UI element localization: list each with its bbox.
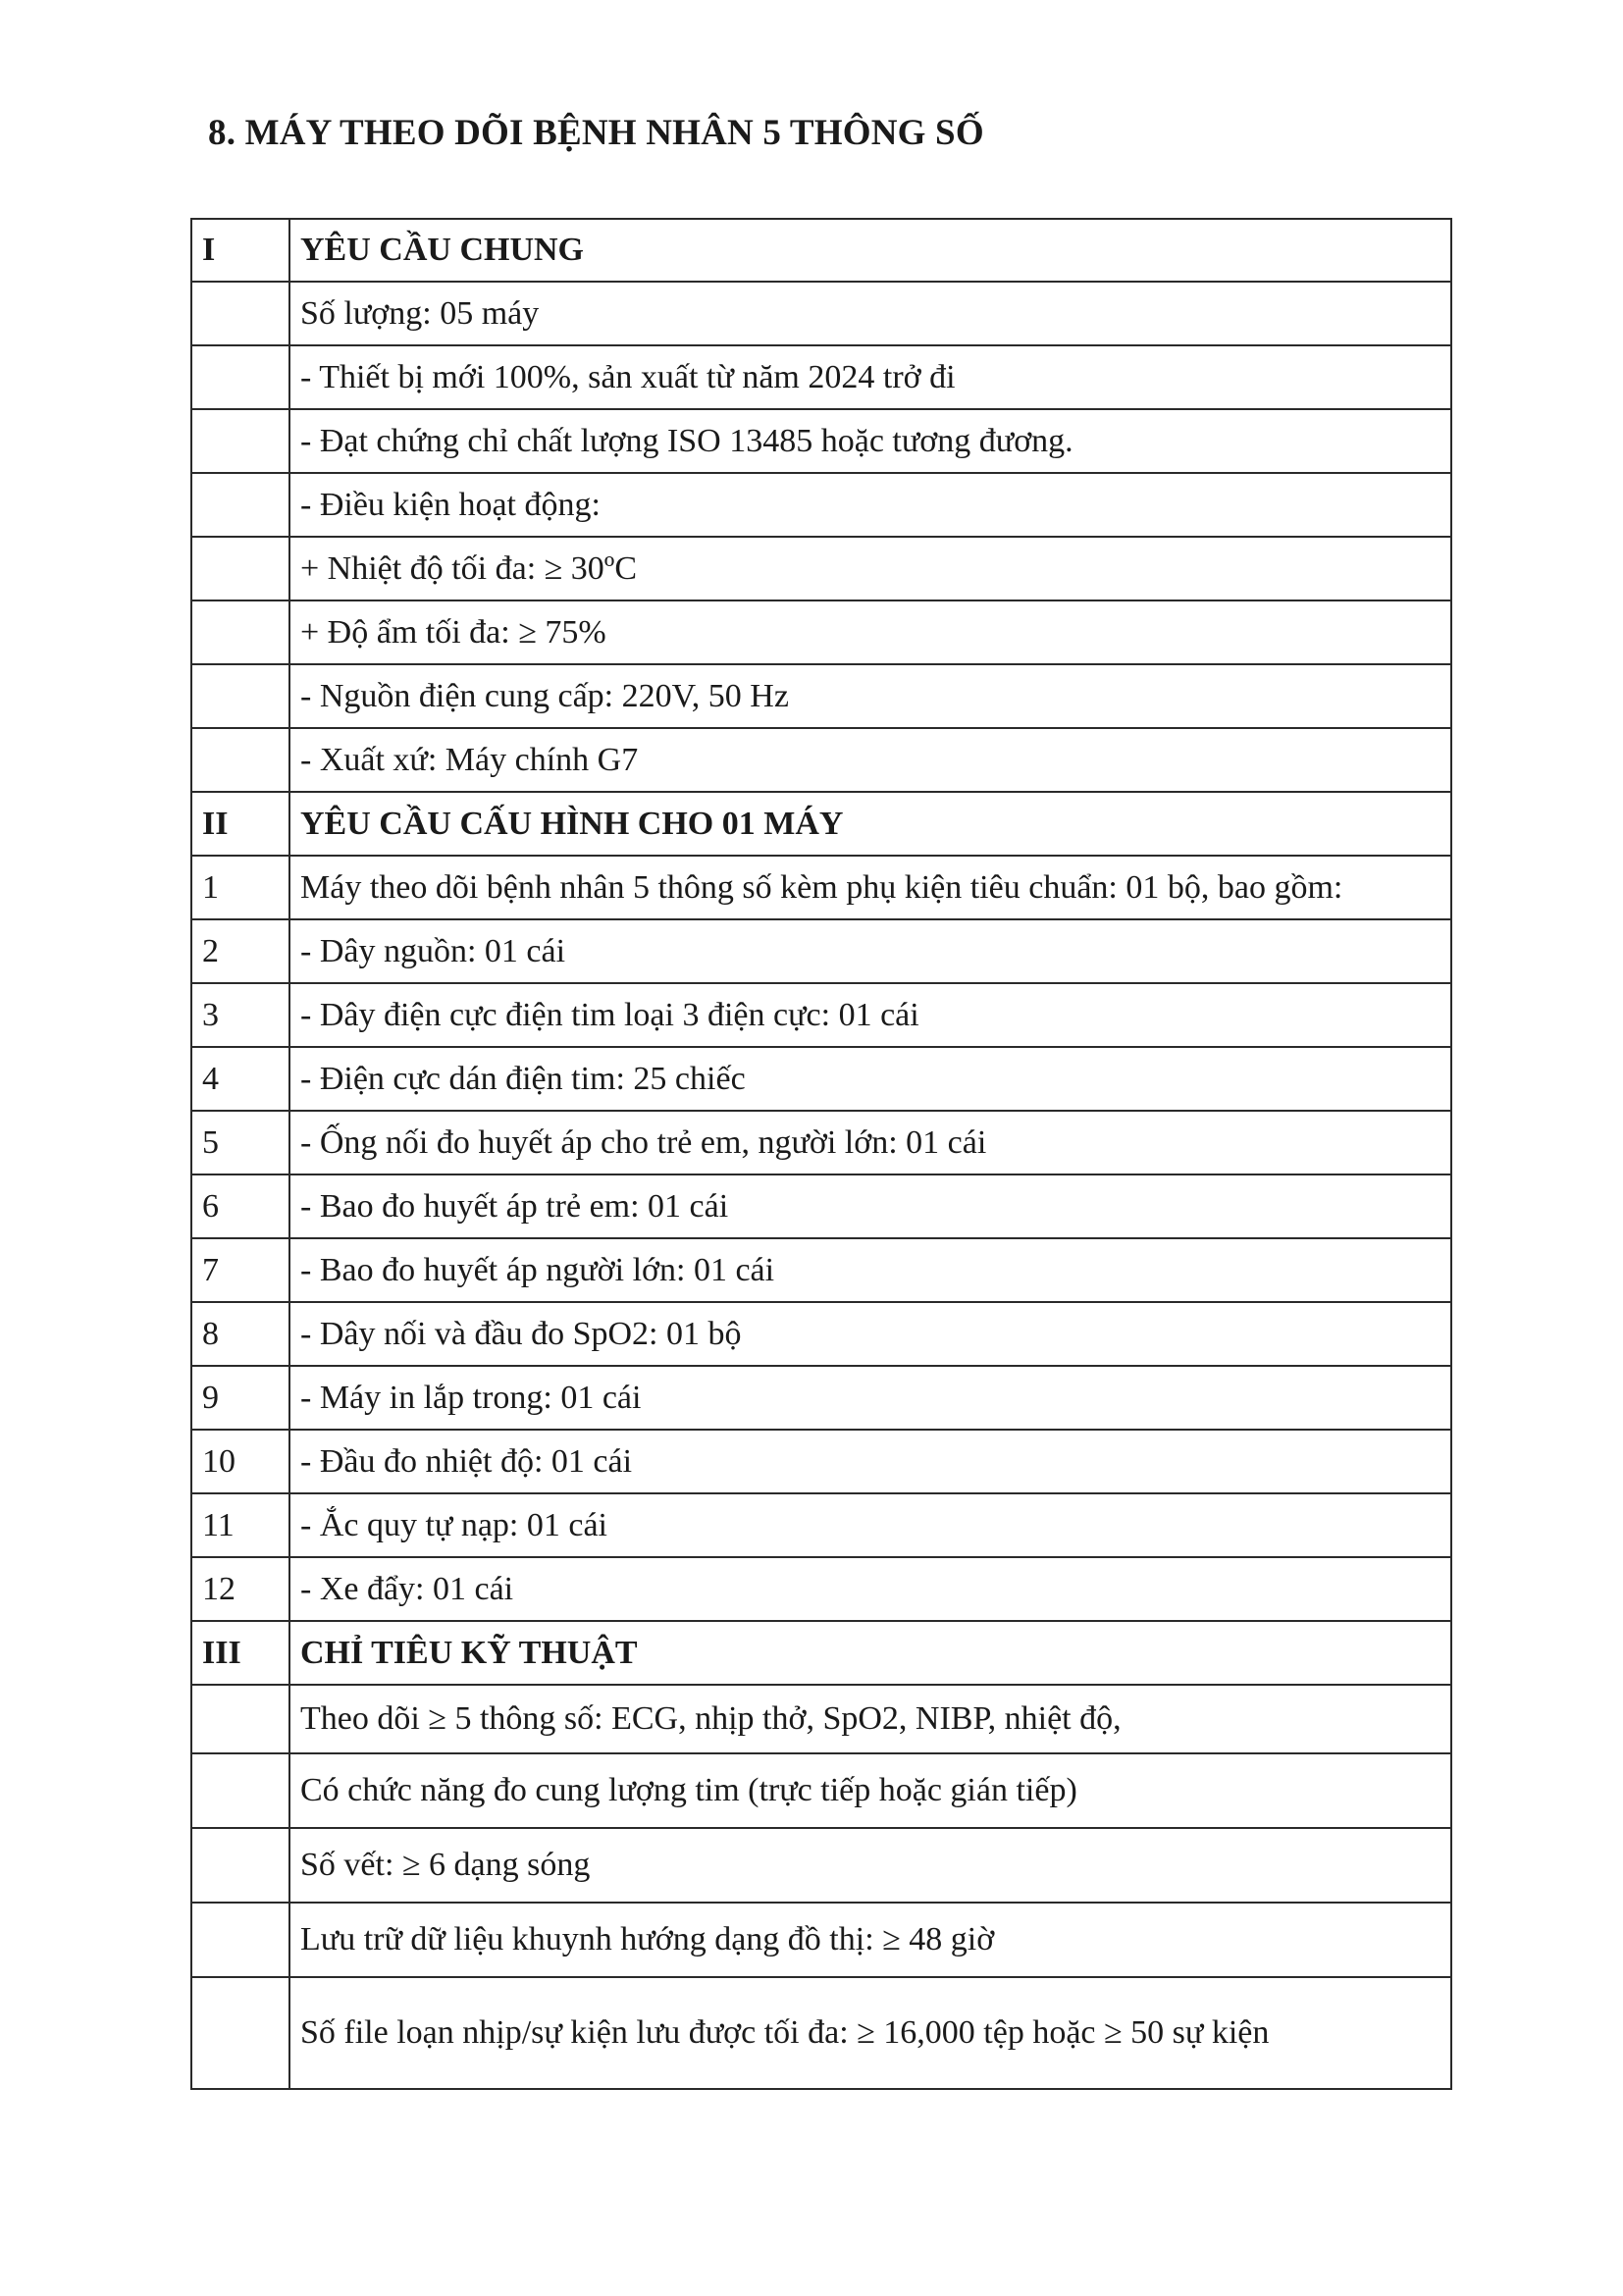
row-number <box>191 1828 289 1903</box>
table-row <box>191 1174 1451 1238</box>
table-row <box>191 1977 1451 2089</box>
row-number: 4 <box>191 1047 289 1111</box>
row-text: - Điều kiện hoạt động: <box>289 473 1451 537</box>
row-number: 9 <box>191 1366 289 1430</box>
row-text: Có chức năng đo cung lượng tim (trực tiếp hoặc gián tiếp) <box>289 1753 1451 1828</box>
section-title: CHỈ TIÊU KỸ THUẬT <box>289 1621 1451 1685</box>
table-row <box>191 728 1451 792</box>
row-text: + Độ ẩm tối đa: ≥ 75% <box>289 600 1451 664</box>
row-text: - Xe đẩy: 01 cái <box>289 1557 1451 1621</box>
row-number <box>191 1685 289 1753</box>
row-text: - Ắc quy tự nạp: 01 cái <box>289 1493 1451 1557</box>
table-row <box>191 600 1451 664</box>
row-text: - Xuất xứ: Máy chính G7 <box>289 728 1451 792</box>
table-row <box>191 1557 1451 1621</box>
row-text: Số lượng: 05 máy <box>289 282 1451 345</box>
table-row <box>191 409 1451 473</box>
row-number <box>191 1903 289 1977</box>
row-number: 3 <box>191 983 289 1047</box>
table-row <box>191 1685 1451 1753</box>
row-number: 10 <box>191 1430 289 1493</box>
row-number: 6 <box>191 1174 289 1238</box>
row-number <box>191 664 289 728</box>
document-title: 8. MÁY THEO DÕI BỆNH NHÂN 5 THÔNG SỐ <box>208 113 984 153</box>
table-row <box>191 1493 1451 1557</box>
row-text: Máy theo dõi bệnh nhân 5 thông số kèm phụ kiện tiêu chuẩn: 01 bộ, bao gồm: <box>289 856 1451 919</box>
row-number: 1 <box>191 856 289 919</box>
section-header-row <box>191 792 1451 856</box>
row-text: Lưu trữ dữ liệu khuynh hướng dạng đồ thị: ≥ 48 giờ <box>289 1903 1451 1977</box>
row-number <box>191 537 289 600</box>
row-text: - Dây nguồn: 01 cái <box>289 919 1451 983</box>
table-row <box>191 664 1451 728</box>
section-header-row <box>191 219 1451 282</box>
table-row <box>191 1828 1451 1903</box>
row-number <box>191 282 289 345</box>
table-row <box>191 1047 1451 1111</box>
row-text: Số file loạn nhịp/sự kiện lưu được tối đa: ≥ 16,000 tệp hoặc ≥ 50 sự kiện <box>289 1977 1451 2089</box>
table-row <box>191 1111 1451 1174</box>
row-number: 7 <box>191 1238 289 1302</box>
row-text: - Nguồn điện cung cấp: 220V, 50 Hz <box>289 664 1451 728</box>
table-row <box>191 856 1451 919</box>
section-title: YÊU CẦU CẤU HÌNH CHO 01 MÁY <box>289 792 1451 856</box>
table-row <box>191 919 1451 983</box>
table-row <box>191 983 1451 1047</box>
row-number <box>191 345 289 409</box>
row-number <box>191 409 289 473</box>
row-text: - Đạt chứng chỉ chất lượng ISO 13485 hoặc tương đương. <box>289 409 1451 473</box>
row-number: 12 <box>191 1557 289 1621</box>
row-text: - Đầu đo nhiệt độ: 01 cái <box>289 1430 1451 1493</box>
row-text: - Dây điện cực điện tim loại 3 điện cực: 01 cái <box>289 983 1451 1047</box>
row-text: - Ống nối đo huyết áp cho trẻ em, người lớn: 01 cái <box>289 1111 1451 1174</box>
row-number <box>191 600 289 664</box>
row-text: - Bao đo huyết áp trẻ em: 01 cái <box>289 1174 1451 1238</box>
table-row <box>191 537 1451 600</box>
table-row <box>191 345 1451 409</box>
row-number: 2 <box>191 919 289 983</box>
table-row <box>191 1753 1451 1828</box>
table-row <box>191 1903 1451 1977</box>
table-row <box>191 1366 1451 1430</box>
row-text: - Thiết bị mới 100%, sản xuất từ năm 2024 trở đi <box>289 345 1451 409</box>
row-text: - Máy in lắp trong: 01 cái <box>289 1366 1451 1430</box>
row-number <box>191 728 289 792</box>
table-row <box>191 1302 1451 1366</box>
row-text: Số vết: ≥ 6 dạng sóng <box>289 1828 1451 1903</box>
section-header-row <box>191 1621 1451 1685</box>
row-number: 11 <box>191 1493 289 1557</box>
row-text: - Bao đo huyết áp người lớn: 01 cái <box>289 1238 1451 1302</box>
row-text: - Điện cực dán điện tim: 25 chiếc <box>289 1047 1451 1111</box>
table-row <box>191 473 1451 537</box>
table-row <box>191 1430 1451 1493</box>
row-text: + Nhiệt độ tối đa: ≥ 30ºC <box>289 537 1451 600</box>
spec-table <box>190 218 1452 2090</box>
table-row <box>191 282 1451 345</box>
section-number: III <box>191 1621 289 1685</box>
row-number: 8 <box>191 1302 289 1366</box>
row-text: Theo dõi ≥ 5 thông số: ECG, nhịp thở, SpO2, NIBP, nhiệt độ, <box>289 1685 1451 1753</box>
section-number: I <box>191 219 289 282</box>
section-title: YÊU CẦU CHUNG <box>289 219 1451 282</box>
row-number <box>191 1977 289 2089</box>
row-number: 5 <box>191 1111 289 1174</box>
row-text: - Dây nối và đầu đo SpO2: 01 bộ <box>289 1302 1451 1366</box>
section-number: II <box>191 792 289 856</box>
row-number <box>191 1753 289 1828</box>
table-row <box>191 1238 1451 1302</box>
row-number <box>191 473 289 537</box>
